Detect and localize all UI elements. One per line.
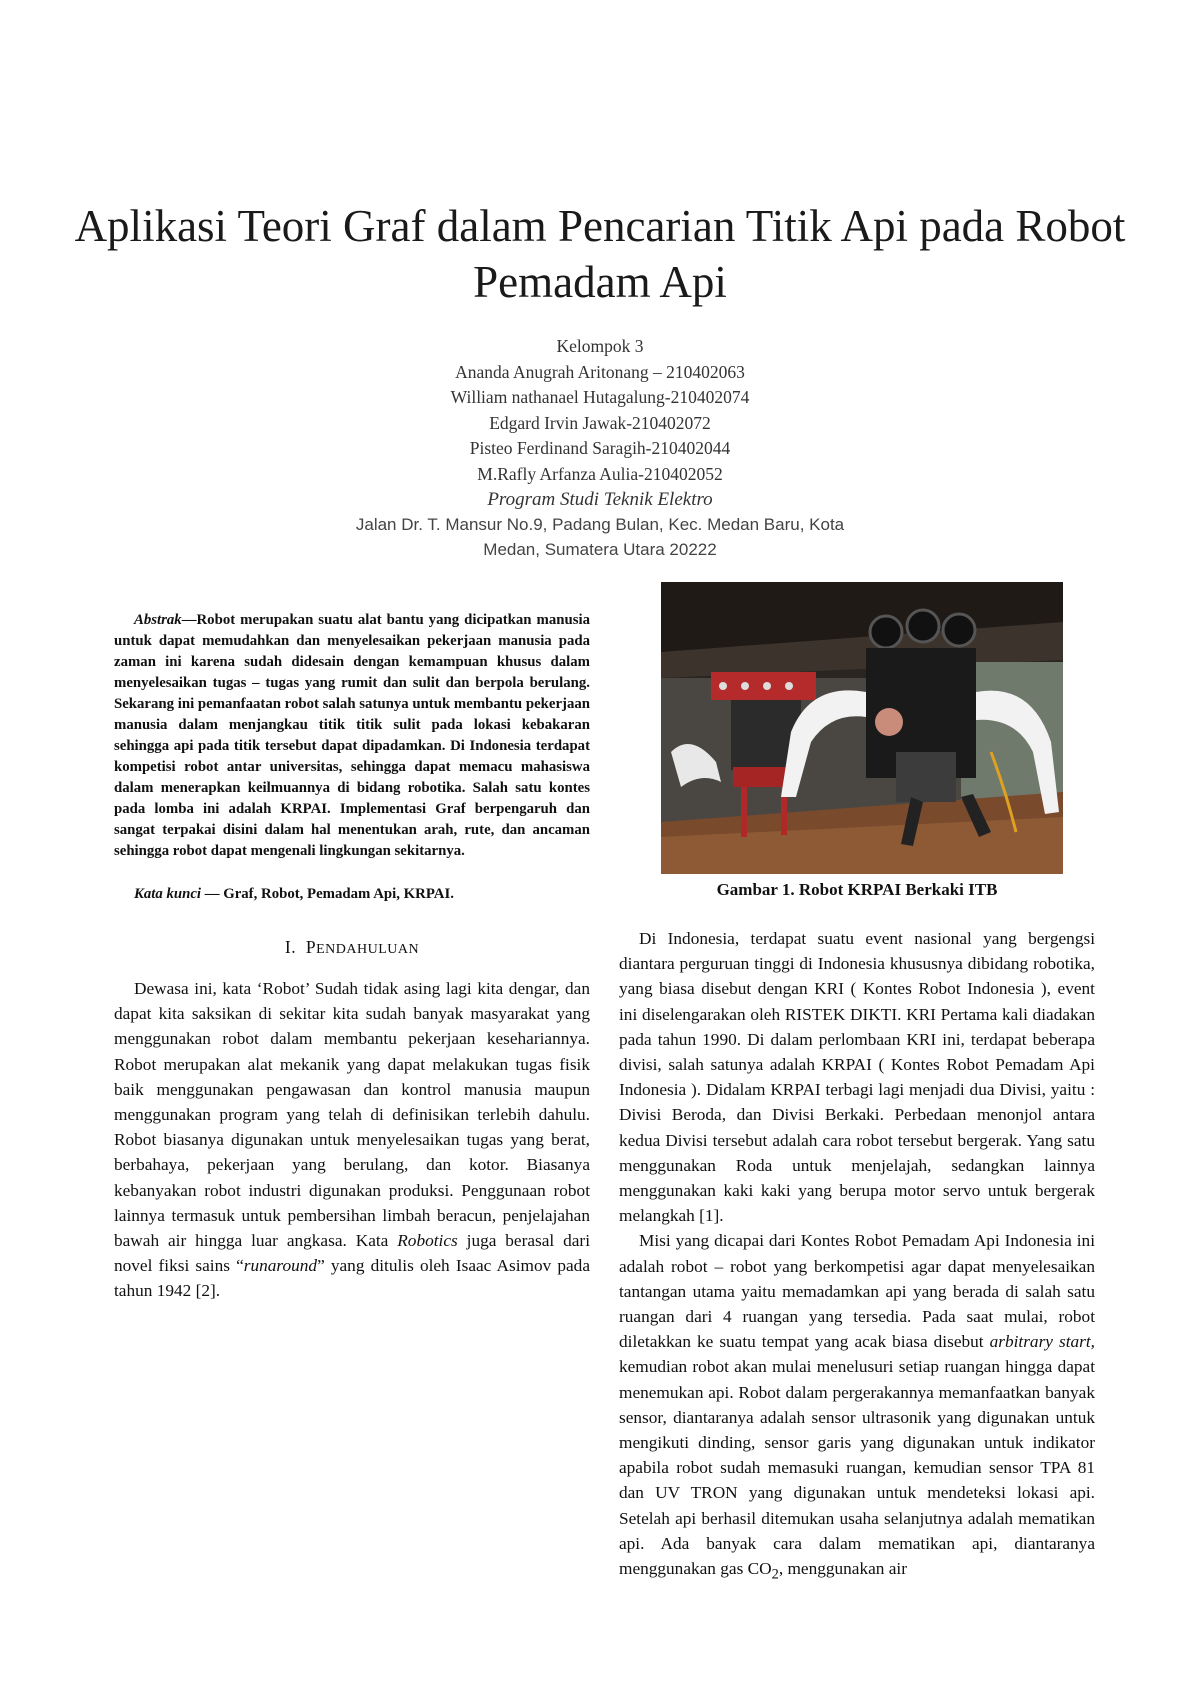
right-robot-motor xyxy=(896,752,956,802)
body-paragraph: Di Indonesia, terdapat suatu event nasional yang bergengsi diantara perguruan tinggi di Indonesia khususnya dibidang robotika, yang biasa disebut dengan KRI ( Kontes Robot Indonesia ), event ini diselengarakan oleh RISTEK DIKTI. KRI Pertama kali diadakan pada tahun 1990. Di dalam perlombaan KRI ini, terdapat beberapa divisi, salah satunya adalah KRPAI ( Kontes Robot Pemadam Api Indonesia ). Didalam KRPAI terbagi lagi menjadi dua Divisi, yaitu : Divisi Beroda, dan Divisi Berkaki. Perbedaan menonjol antara kedua Divisi tersebut adalah cara robot tersebut bergerak. Yang satu menggunakan Roda untuk menjelajah, sedangkan lainnya menggunakan kaki kaki yang berupa motor servo untuk bergerak melangkah [1]. xyxy=(619,929,1095,1226)
abstract-label: Abstrak xyxy=(134,612,182,628)
text-run: kemudian robot akan mulai menelusuri setiap ruangan hingga dapat menemukan api. Robot dalam pergerakannya memanfaatkan banyak sensor, diantaranya adalah sensor ultrasonik yang digunakan untuk mengikuti dinding, sensor garis yang digunakan untuk indikator apabila robot sudah memasuki ruangan, kemudian sensor TPA 81 dan UV TRON yang digunakan untuk mendeteksi lokasi api. Setelah api berhasil ditemukan usaha selanjutnya adalah mematikan api. Ada banyak cara dalam mematikan api, diantaranya menggunakan gas CO xyxy=(619,1357,1095,1579)
department: Program Studi Teknik Elektro xyxy=(487,489,713,510)
figure-caption: Gambar 1. Robot KRPAI Berkaki ITB xyxy=(716,880,998,899)
italic-term: Robotics xyxy=(397,1231,458,1251)
sensor-dot xyxy=(741,682,749,690)
left-robot-leg xyxy=(741,787,747,837)
author-name: M.Rafly Arfanza Aulia-210402052 xyxy=(477,463,723,484)
text-run: Dewasa ini, kata ‘Robot’ Sudah tidak asing lagi kita dengar, dan dapat kita saksikan di sekitar kita sudah banyak masyarakat yang menggunakan robot dalam membantu pekerjaan kesehariannya. Robot merupakan alat mekanik yang dapat melakukan tugas fisik baik menggunakan pengawasan dan kontrol manusia maupun menggunakan program yang telah di definisikan terlebih dahulu. Robot biasanya digunakan untuk menyelesaikan tugas yang berat, berbahaya, pekerjaan yang berulang, dan kotor. Biasanya kebanyakan robot industri digunakan produksi. Penggunaan robot lainnya termasuk untuk pembersihan limbah beracun, penjelajahan bawah air hingga luar angkasa. Kata xyxy=(114,979,590,1251)
author-block xyxy=(250,334,950,513)
address-block xyxy=(250,512,950,562)
address-line: Jalan Dr. T. Mansur No.9, Padang Bulan, Kec. Medan Baru, Kota xyxy=(355,515,845,534)
text-run: , menggunakan air xyxy=(778,1559,907,1579)
subscript: 2 xyxy=(771,1566,779,1583)
right-robot-fan xyxy=(875,708,903,736)
section-first-letter: P xyxy=(305,937,317,957)
robot-photo-illustration xyxy=(661,582,1063,874)
text-run: juga berasal dari novel fiksi sains “ xyxy=(114,1231,590,1276)
author-name: Ananda Anugrah Aritonang – 210402063 xyxy=(455,361,745,382)
right-column xyxy=(619,582,1095,1588)
right-robot-sensor xyxy=(907,610,939,642)
paper-title: Aplikasi Teori Graf dalam Pencarian Titik Api pada Robot Pemadam Api xyxy=(74,201,1126,307)
author-name: Edgard Irvin Jawak-210402072 xyxy=(489,412,711,433)
right-robot-sensor xyxy=(943,614,975,646)
keywords-label: Kata kunci xyxy=(134,886,202,902)
abstract-text: —Robot merupakan suatu alat bantu yang dicipatkan manusia untuk dapat memudahkan dan menyelesaikan pekerjaan manusia pada zaman ini karena sudah didesain dengan kemampuan khusus dalam menyelesaikan tugas – tugas yang rumit dan sulit dan berpola berulang. Sekarang ini pemanfaatan robot salah satunya untuk membantu pekerjaan manusia dalam menjangkau titik titik sulit pada lokasi kebakaran sehingga api pada titik tersebut dapat dipadamkan. Di Indonesia terdapat kompetisi robot antar universitas, sehingga dapat memacu mahasiswa dalam menerapkan keilmuannya di bidang robotika. Salah satu kontes pada lomba ini adalah KRPAI. Implementasi Graf berpengaruh dan sangat terpakai disini dalam hal menentukan arah, rute, dan ancaman sehingga robot dapat mengenali lingkungan sekitarnya. xyxy=(114,612,590,859)
author-name: William nathanael Hutagalung-210402074 xyxy=(450,387,750,407)
text-run: ” yang ditulis oleh Isaac Asimov pada tahun 1942 [2]. xyxy=(114,1256,590,1301)
sensor-dot xyxy=(719,682,727,690)
left-column xyxy=(114,610,590,1304)
abstract xyxy=(114,610,590,862)
italic-term: runaround xyxy=(243,1256,318,1276)
keywords-text: — Graf, Robot, Pemadam Api, KRPAI. xyxy=(201,886,454,902)
right-robot-sensor xyxy=(870,616,902,648)
group-name: Kelompok 3 xyxy=(556,336,644,356)
sensor-dot xyxy=(763,682,771,690)
sensor-dot xyxy=(785,682,793,690)
text-run: Misi yang dicapai dari Kontes Robot Pemadam Api Indonesia ini adalah robot – robot yang berkompetisi agar dapat menyelesaikan tantangan utama yaitu memadamkan api yang berada di salah satu ruangan dari 4 ruangan yang tersedia. Pada saat mulai, robot diletakkan ke suatu tempat yang acak biasa disebut xyxy=(619,1231,1095,1352)
section-heading xyxy=(114,937,590,958)
section-title-rest: ENDAHULUAN xyxy=(316,942,420,957)
section-number: I. xyxy=(284,937,297,957)
italic-term: arbitrary start, xyxy=(989,1332,1095,1352)
robot-photo xyxy=(661,582,1063,874)
body-paragraph xyxy=(619,1228,1095,1587)
author-name: Pisteo Ferdinand Saragih-210402044 xyxy=(469,438,731,458)
keywords xyxy=(114,884,590,905)
address-line: Medan, Sumatera Utara 20222 xyxy=(483,540,717,559)
intro-paragraph xyxy=(114,976,590,1304)
